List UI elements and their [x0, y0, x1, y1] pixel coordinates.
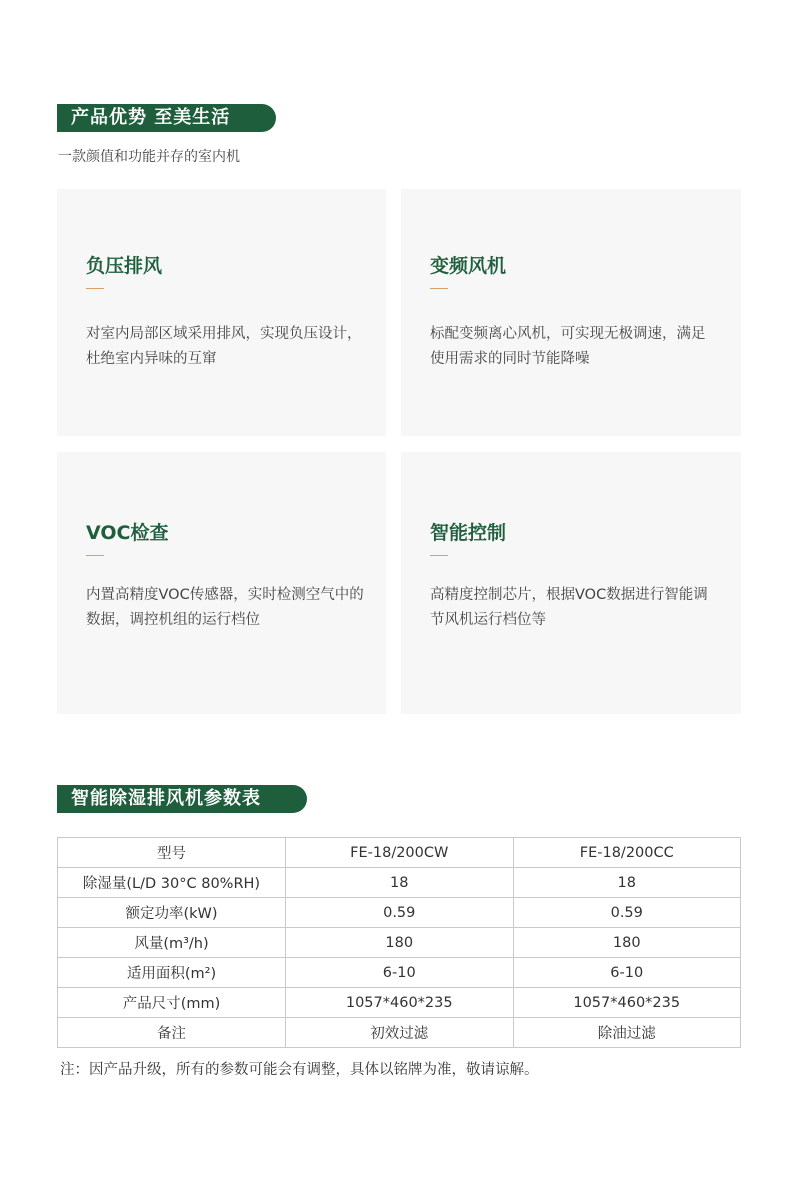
title-divider — [430, 555, 448, 556]
spec-table — [57, 837, 741, 1048]
table-row — [58, 838, 741, 868]
title-divider — [430, 288, 448, 289]
section-subtitle: 一款颜值和功能并存的室内机 — [58, 149, 240, 165]
table-cell: 风量(m³/h) — [58, 928, 286, 958]
feature-card-smart-control — [401, 452, 741, 714]
feature-description: 对室内局部区域采用排风，实现负压设计，杜绝室内异味的互窜 — [86, 326, 362, 367]
table-cell: 备注 — [58, 1018, 286, 1048]
table-cell: 初效过滤 — [286, 1018, 514, 1048]
table-cell: 适用面积(m²) — [58, 958, 286, 988]
section-title-spec-table: 智能除湿排风机参数表 — [57, 785, 307, 813]
table-cell: 6-10 — [286, 958, 514, 988]
table-cell: 180 — [286, 928, 514, 958]
feature-card-negative-pressure — [57, 189, 386, 436]
footnote: 注：因产品升级，所有的参数可能会有调整，具体以铭牌为准，敬请谅解。 — [60, 1062, 539, 1078]
feature-description: 高精度控制芯片，根据VOC数据进行智能调节风机运行档位等 — [430, 587, 708, 628]
feature-card-voc-check — [57, 452, 386, 714]
table-cell: 18 — [286, 868, 514, 898]
title-divider — [86, 288, 104, 289]
feature-title: VOC检查 — [86, 522, 169, 544]
feature-title: 智能控制 — [430, 522, 507, 544]
table-cell: 1057*460*235 — [513, 988, 741, 1018]
table-cell: FE-18/200CC — [513, 838, 741, 868]
feature-description: 内置高精度VOC传感器，实时检测空气中的数据，调控机组的运行档位 — [86, 587, 364, 628]
table-row — [58, 988, 741, 1018]
table-row — [58, 868, 741, 898]
feature-title: 负压排风 — [86, 255, 163, 277]
table-cell: FE-18/200CW — [286, 838, 514, 868]
table-cell: 型号 — [58, 838, 286, 868]
table-cell: 除油过滤 — [513, 1018, 741, 1048]
feature-title: 变频风机 — [430, 255, 507, 277]
feature-card-inverter-fan — [401, 189, 741, 436]
table-cell: 除湿量(L/D 30°C 80%RH) — [58, 868, 286, 898]
table-cell: 0.59 — [513, 898, 741, 928]
table-cell: 1057*460*235 — [286, 988, 514, 1018]
table-row — [58, 1018, 741, 1048]
section-title-advantages: 产品优势 至美生活 — [57, 104, 276, 132]
table-cell: 180 — [513, 928, 741, 958]
table-cell: 0.59 — [286, 898, 514, 928]
table-row — [58, 958, 741, 988]
table-cell: 18 — [513, 868, 741, 898]
table-cell: 额定功率(kW) — [58, 898, 286, 928]
title-divider — [86, 555, 104, 556]
table-cell: 产品尺寸(mm) — [58, 988, 286, 1018]
feature-description: 标配变频离心风机，可实现无极调速，满足使用需求的同时节能降噪 — [430, 326, 706, 367]
table-row — [58, 928, 741, 958]
table-cell: 6-10 — [513, 958, 741, 988]
table-row — [58, 898, 741, 928]
